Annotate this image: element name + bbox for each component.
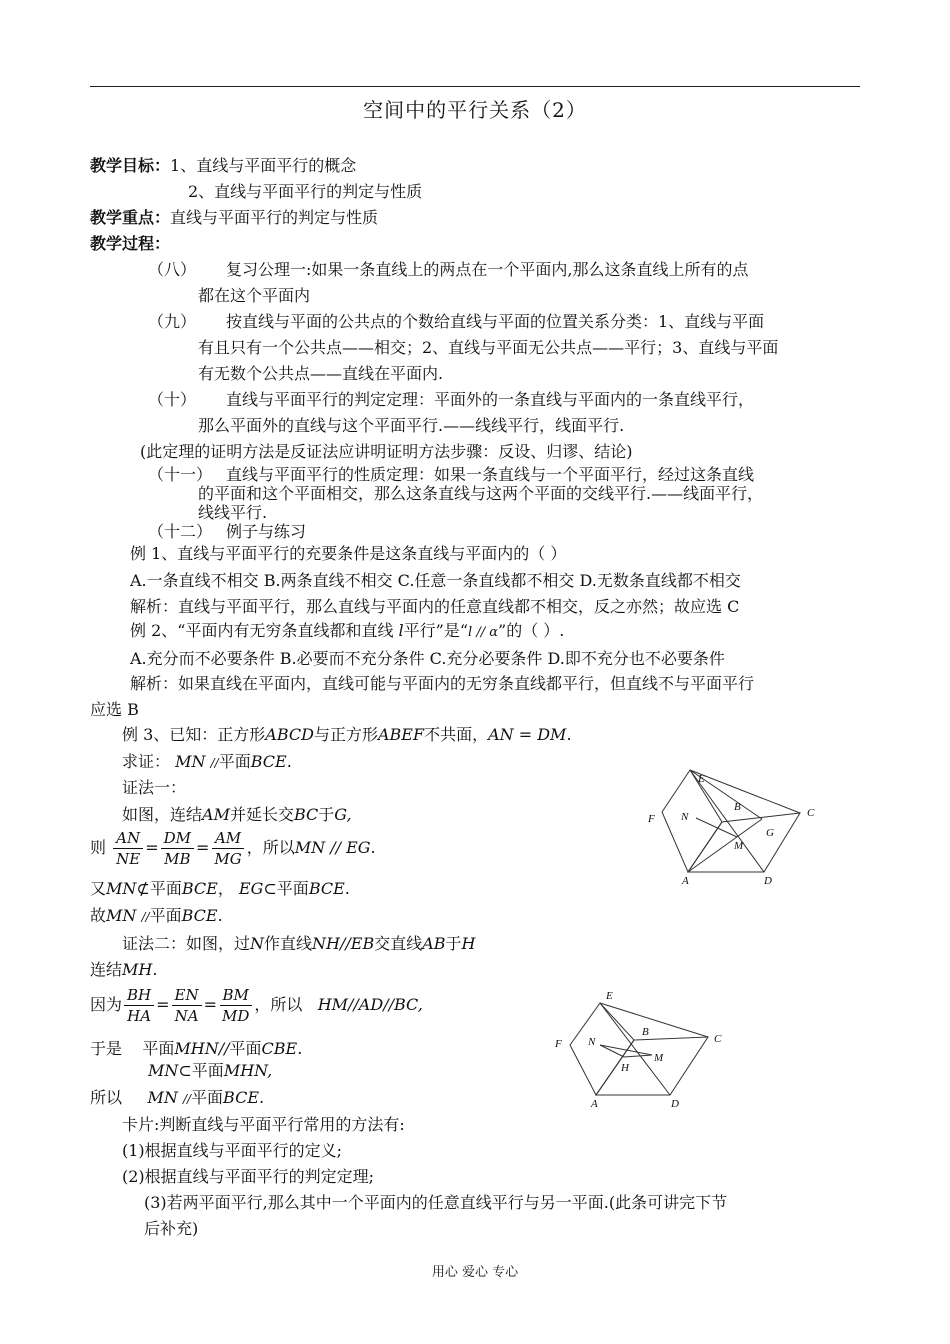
plane-word: 平面 <box>276 879 309 898</box>
geometry-figure-2 <box>548 985 748 1125</box>
m2-text-b: 作直线 <box>264 934 313 953</box>
example-2-question <box>130 620 564 644</box>
label-e: E <box>698 773 705 785</box>
example-2-q-part-a: 例 2、“平面内有无穷条直线都和直线 <box>130 621 394 640</box>
example-1-question: 例 1、直线与平面平行的充要条件是这条直线与平面内的（ ） <box>130 544 567 563</box>
mn-symbol: MN <box>106 879 137 898</box>
then-word: 于是 <box>90 1039 123 1058</box>
proof-note: (此定理的证明方法是反证法应讲明证明方法步骤：反设、归谬、结论) <box>140 442 633 461</box>
edge-ec <box>690 770 800 813</box>
fraction-bm-md: $\frac{BM}{MD}$ <box>219 985 252 1026</box>
ex3-q-c: 不共面， <box>424 725 489 744</box>
because-word: 因为 <box>90 995 123 1014</box>
m2-text-d: 于 <box>445 934 462 953</box>
period: . <box>217 906 223 925</box>
label-g: G <box>766 827 774 839</box>
method-1-thus <box>90 905 223 928</box>
m2-text-c: 交直线 <box>374 934 423 953</box>
section-8-line2: 都在这个平面内 <box>198 286 311 305</box>
section-10-line2: 那么平面外的直线与这个平面平行.——线线平行，线面平行. <box>198 416 625 435</box>
parallel-symbol: // <box>210 756 219 770</box>
method-2-subset <box>148 1060 272 1082</box>
label-b: B <box>734 801 741 813</box>
bce-symbol: BCE <box>223 1088 260 1107</box>
method-1-ratio-row: 则 $\frac{AN}{NE}$ = $\frac{DM}{MB}$ = $\frac{AM}{MG}$ ，所以MN // EG. <box>90 829 376 868</box>
m1-text-c: 于 <box>318 805 335 824</box>
method-1-title: 证法一： <box>122 778 187 797</box>
segment-ag <box>688 819 762 872</box>
so-word: ，所以 <box>254 995 303 1014</box>
cbe-symbol: CBE. <box>261 1039 303 1058</box>
goal-item-1: 1、直线与平面平行的概念 <box>170 156 357 175</box>
hm-ad-bc-parallel: HM//AD//BC, <box>317 995 423 1014</box>
so-word: ，所以 <box>246 838 295 857</box>
plane-word: 平面 <box>191 1088 224 1107</box>
plane-word: 平面 <box>149 906 182 925</box>
method-2-line2 <box>90 959 157 981</box>
header-rule <box>90 86 860 87</box>
thus-word: 故 <box>90 906 107 925</box>
section-10-line1: 直线与平面平行的判定定理：平面外的一条直线与平面内的一条直线平行， <box>226 390 755 409</box>
fraction-an-ne: $\frac{AN}{NE}$ <box>113 828 143 869</box>
m2-text-a: 证法二：如图，过 <box>122 934 251 953</box>
square-abef-outline <box>570 1003 634 1095</box>
mn-symbol: MN <box>147 1088 178 1107</box>
label-d: D <box>671 1098 679 1110</box>
fraction-en-na: $\frac{EN}{NA}$ <box>172 985 202 1026</box>
also-word: 又 <box>90 879 107 898</box>
bce-symbol: BCE <box>181 879 218 898</box>
example-3-question <box>122 724 572 746</box>
plane-word: 平面 <box>142 1039 175 1058</box>
fraction-bh-ha: $\frac{BH}{HA}$ <box>124 985 154 1026</box>
square-abef: ABEF <box>377 725 425 744</box>
bc-symbol: BC <box>293 805 319 824</box>
card-title: 卡片:判断直线与平面平行常用的方法有: <box>122 1115 405 1134</box>
square-abcd-outline <box>596 1037 708 1095</box>
method-2-therefore <box>90 1087 264 1110</box>
goals-row <box>90 155 356 177</box>
period: . <box>370 838 376 857</box>
connect-word: 连结 <box>90 960 123 979</box>
edge-ab <box>688 822 722 872</box>
section-11-line1: 直线与平面平行的性质定理：如果一条直线与一个平面平行，经过这条直线 <box>226 465 755 484</box>
label-c: C <box>807 807 815 819</box>
page-footer: 用心 爱心 专心 <box>431 1265 519 1280</box>
section-12-text: 例子与练习 <box>226 522 307 541</box>
plane-word: 平面 <box>149 879 182 898</box>
section-11-num: （十一） <box>148 465 213 484</box>
ex3-q-b: 与正方形 <box>313 725 378 744</box>
label-a: A <box>591 1098 598 1110</box>
plane-word: 平面 <box>218 752 251 771</box>
edge-ed <box>600 1003 670 1095</box>
method-2-ratio-row: 因为 $\frac{BH}{HA}$ = $\frac{EN}{NA}$ = $\frac{BM}{MD}$ ，所以 HM//AD//BC, <box>90 986 423 1025</box>
key-label: 教学重点： <box>90 208 171 227</box>
label-b: B <box>642 1026 649 1038</box>
example-2-q-part-c: ”的（ ）. <box>498 621 565 640</box>
section-8-num: （八） <box>148 260 197 279</box>
parallel-symbol: // <box>141 910 150 924</box>
label-m: M <box>654 1052 664 1064</box>
subset-symbol: ⊂ <box>263 879 277 898</box>
label-h: H <box>621 1062 629 1074</box>
segment-hm <box>624 1055 652 1057</box>
an-eq-dm: AN = DM <box>488 725 567 744</box>
example-2-solution-1: 解析：如果直线在平面内，直线可能与平面内的无穷条直线都平行，但直线不与平面平行 <box>130 674 755 693</box>
key-row <box>90 207 378 229</box>
not-subset-symbol: ⊄ <box>136 879 150 898</box>
card-item-2: (2)根据直线与平面平行的判定定理; <box>122 1167 375 1186</box>
eg-symbol: EG <box>238 879 264 898</box>
section-10-num: （十） <box>148 390 197 409</box>
label-m: M <box>734 840 744 852</box>
mhn-symbol: MHN, <box>223 1061 273 1080</box>
bce-symbol: BCE <box>308 879 345 898</box>
section-12-num: （十二） <box>148 522 213 541</box>
fraction-am-mg: $\frac{AM}{MG}$ <box>211 828 244 869</box>
page-title: 空间中的平行关系（2） <box>363 98 587 122</box>
period: . <box>286 752 292 771</box>
label-a: A <box>682 875 689 887</box>
example-1-options: A.一条直线不相交 B.两条直线不相交 C.任意一条直线都不相交 D.无数条直线都不相交 <box>130 571 741 590</box>
label-c: C <box>714 1033 722 1045</box>
mn-symbol: MN <box>106 906 137 925</box>
label-f: F <box>555 1038 562 1050</box>
label-e: E <box>606 990 613 1002</box>
method-2-line1 <box>122 933 476 955</box>
nh-parallel-eb: NH//EB <box>312 934 375 953</box>
m1-text-a: 如图，连结 <box>122 805 203 824</box>
example-2-solution-2: 应选 B <box>90 700 139 719</box>
label-d: D <box>764 875 772 887</box>
square-abcd: ABCD <box>265 725 314 744</box>
section-8-line1: 复习公理一:如果一条直线上的两点在一个平面内,那么这条直线上所有的点 <box>226 260 749 279</box>
line-l-symbol: l <box>398 621 404 640</box>
mh-symbol: MH. <box>122 960 158 979</box>
ex3-q-a: 例 3、已知：正方形 <box>122 725 266 744</box>
card-item-3a: (3)若两平面平行,那么其中一个平面内的任意直线平行与另一平面.(此条可讲完下节 <box>144 1193 728 1212</box>
line-parallel-alpha: l // α <box>468 625 499 640</box>
goal-item-2: 2、直线与平面平行的判定与性质 <box>188 182 423 201</box>
mn-symbol: MN <box>175 752 206 771</box>
therefore-word: 所以 <box>90 1088 123 1107</box>
section-11-line2: 的平面和这个平面相交，那么这条直线与这两个平面的交线平行.——线面平行， <box>198 484 764 503</box>
segment-nm <box>600 1045 652 1055</box>
section-9-line2: 有且只有一个公共点——相交；2、直线与平面无公共点——平行；3、直线与平面 <box>198 338 779 357</box>
method-1-line1 <box>122 804 352 826</box>
plane-word: 平面 <box>229 1039 262 1058</box>
parallel-symbol: // <box>182 1092 192 1106</box>
comma: ， <box>217 879 234 898</box>
method-2-then <box>90 1038 302 1060</box>
n-symbol: N <box>250 934 265 953</box>
edge-ed <box>690 770 764 872</box>
example-3-prove <box>122 751 292 774</box>
example-2-options: A.充分而不必要条件 B.必要而不充分条件 C.充分必要条件 D.即不充分也不必要条件 <box>130 649 725 668</box>
then-word: 则 <box>90 838 107 857</box>
key-text: 直线与平面平行的判定与性质 <box>170 208 379 227</box>
example-1-solution: 解析：直线与平面平行，那么直线与平面内的任意直线都不相交，反之亦然；故应选 C <box>130 597 740 616</box>
ex3-q-d: . <box>566 725 572 744</box>
example-2-q-part-b: 平行”是“ <box>403 621 469 640</box>
ab-symbol: AB <box>422 934 446 953</box>
h-symbol: H <box>461 934 476 953</box>
method-1-also <box>90 878 350 900</box>
process-label: 教学过程： <box>90 234 171 253</box>
g-symbol: G, <box>334 805 352 824</box>
fraction-dm-mb: $\frac{DM}{MB}$ <box>161 828 194 869</box>
bce-symbol: BCE <box>181 906 218 925</box>
section-9-num: （九） <box>148 312 197 331</box>
section-9-line3: 有无数个公共点——直线在平面内. <box>198 364 444 383</box>
card-item-1: (1)根据直线与平面平行的定义; <box>122 1141 343 1160</box>
card-item-3b: 后补充) <box>144 1219 199 1238</box>
goals-label: 教学目标： <box>90 156 171 175</box>
label-n: N <box>588 1036 596 1048</box>
section-9-line1: 按直线与平面的公共点的个数给直线与平面的位置关系分类：1、直线与平面 <box>226 312 765 331</box>
plane-word: 平面 <box>191 1061 224 1080</box>
m1-text-b: 并延长交 <box>229 805 294 824</box>
prove-label: 求证： <box>122 752 171 771</box>
mn-parallel-eg: MN // EG <box>294 838 371 857</box>
am-symbol: AM <box>202 805 230 824</box>
period: . <box>344 879 350 898</box>
geometry-figure-1 <box>640 760 840 890</box>
section-11-line3: 线线平行. <box>198 503 268 522</box>
label-f: F <box>648 813 655 825</box>
period: . <box>259 1088 265 1107</box>
mhn-symbol: MHN// <box>174 1039 230 1058</box>
mn-subset: MN⊂ <box>148 1061 192 1080</box>
bce-symbol: BCE <box>250 752 287 771</box>
label-n: N <box>681 811 689 823</box>
